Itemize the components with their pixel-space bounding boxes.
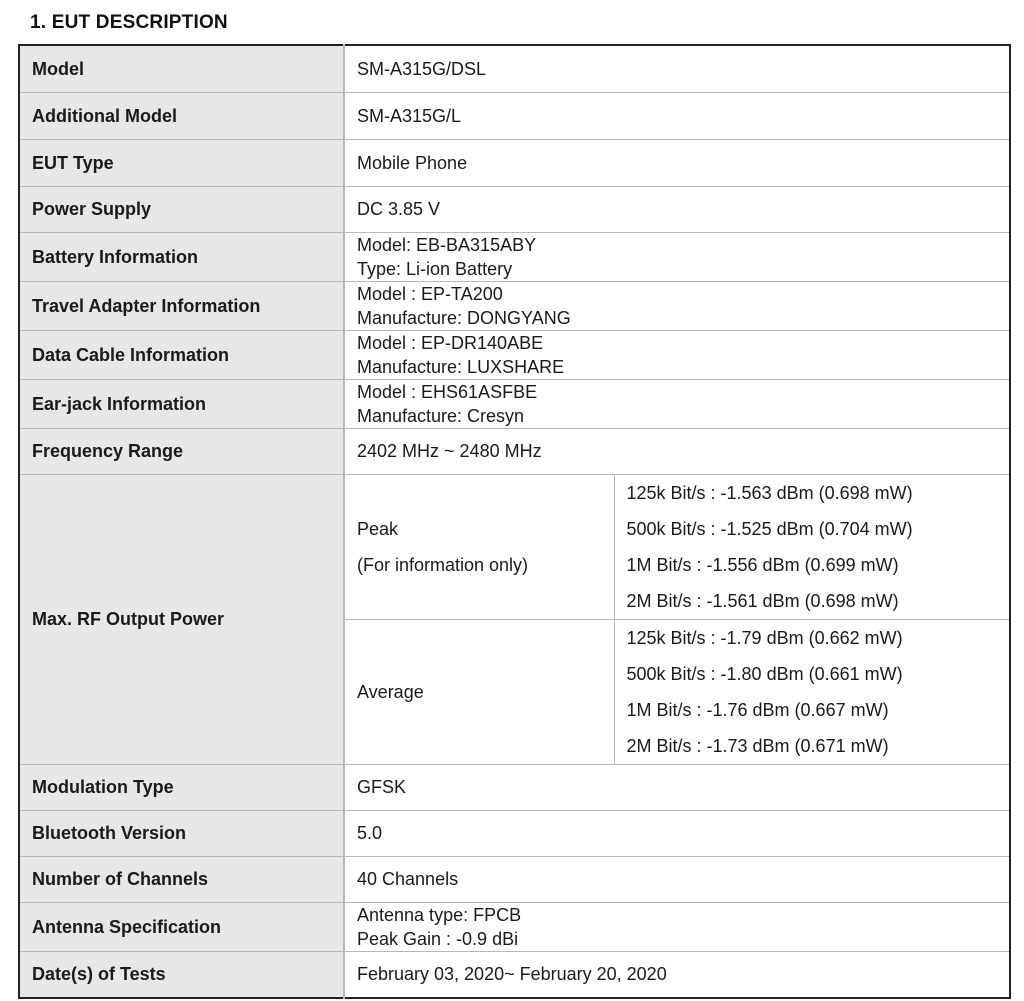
rf-mode-average xyxy=(344,619,614,764)
rate-line: 2M Bit/s : -1.73 dBm (0.671 mW) xyxy=(626,735,889,756)
rf-mode-peak xyxy=(344,474,614,619)
row-data-cable xyxy=(19,330,1010,379)
row-label: Modulation Type xyxy=(19,764,344,810)
row-channels xyxy=(19,856,1010,902)
value-line: Manufacture: DONGYANG xyxy=(357,307,571,328)
rate-line: 500k Bit/s : -1.80 dBm (0.661 mW) xyxy=(626,663,903,684)
row-eut-type xyxy=(19,139,1010,186)
row-value xyxy=(344,379,1010,428)
row-antenna xyxy=(19,902,1010,951)
row-label: Bluetooth Version xyxy=(19,810,344,856)
row-bluetooth-version xyxy=(19,810,1010,856)
value-line: Model : EP-TA200 xyxy=(357,283,503,304)
row-value xyxy=(344,281,1010,330)
row-label: Ear-jack Information xyxy=(19,379,344,428)
row-label: Data Cable Information xyxy=(19,330,344,379)
mode-line: Peak xyxy=(357,518,399,539)
value-line: Manufacture: Cresyn xyxy=(357,405,525,426)
row-power-supply xyxy=(19,186,1010,232)
eut-description-table xyxy=(18,44,1011,999)
row-value xyxy=(344,330,1010,379)
row-rf-output-peak xyxy=(19,474,1010,619)
row-value: SM-A315G/L xyxy=(344,92,1010,139)
section-heading: 1. EUT DESCRIPTION xyxy=(30,12,228,33)
row-value: 2402 MHz ~ 2480 MHz xyxy=(344,428,1010,474)
value-line: Peak Gain : -0.9 dBi xyxy=(357,928,519,949)
row-label: Model xyxy=(19,45,344,92)
row-modulation xyxy=(19,764,1010,810)
value-line: Model : EHS61ASFBE xyxy=(357,381,538,402)
row-ear-jack xyxy=(19,379,1010,428)
value-line: Model : EP-DR140ABE xyxy=(357,332,544,353)
row-label: Battery Information xyxy=(19,232,344,281)
row-label: Frequency Range xyxy=(19,428,344,474)
row-label: Number of Channels xyxy=(19,856,344,902)
row-value xyxy=(344,902,1010,951)
row-value: DC 3.85 V xyxy=(344,186,1010,232)
row-label: Date(s) of Tests xyxy=(19,951,344,998)
row-value: February 03, 2020~ February 20, 2020 xyxy=(344,951,1010,998)
row-value: GFSK xyxy=(344,764,1010,810)
row-frequency-range xyxy=(19,428,1010,474)
row-label: Additional Model xyxy=(19,92,344,139)
row-value xyxy=(344,232,1010,281)
row-additional-model xyxy=(19,92,1010,139)
row-test-dates xyxy=(19,951,1010,998)
row-value: 40 Channels xyxy=(344,856,1010,902)
rf-rates-average xyxy=(614,619,1010,764)
rate-line: 125k Bit/s : -1.563 dBm (0.698 mW) xyxy=(626,482,913,503)
row-label: Antenna Specification xyxy=(19,902,344,951)
mode-line: (For information only) xyxy=(357,554,529,575)
rate-line: 1M Bit/s : -1.556 dBm (0.699 mW) xyxy=(626,554,899,575)
row-model xyxy=(19,45,1010,92)
row-battery xyxy=(19,232,1010,281)
row-label: Max. RF Output Power xyxy=(19,474,344,764)
rate-line: 2M Bit/s : -1.561 dBm (0.698 mW) xyxy=(626,590,899,611)
value-line: Type: Li-ion Battery xyxy=(357,258,513,279)
value-line: Model: EB-BA315ABY xyxy=(357,234,537,255)
value-line: Antenna type: FPCB xyxy=(357,904,522,925)
row-value: 5.0 xyxy=(344,810,1010,856)
row-travel-adapter xyxy=(19,281,1010,330)
rf-rates-peak xyxy=(614,474,1010,619)
row-label: Power Supply xyxy=(19,186,344,232)
row-value: Mobile Phone xyxy=(344,139,1010,186)
value-line: Manufacture: LUXSHARE xyxy=(357,356,565,377)
rate-line: 125k Bit/s : -1.79 dBm (0.662 mW) xyxy=(626,627,903,648)
row-value: SM-A315G/DSL xyxy=(344,45,1010,92)
row-label: Travel Adapter Information xyxy=(19,281,344,330)
row-label: EUT Type xyxy=(19,139,344,186)
rate-line: 500k Bit/s : -1.525 dBm (0.704 mW) xyxy=(626,518,913,539)
mode-line: Average xyxy=(357,681,424,702)
rate-line: 1M Bit/s : -1.76 dBm (0.667 mW) xyxy=(626,699,889,720)
